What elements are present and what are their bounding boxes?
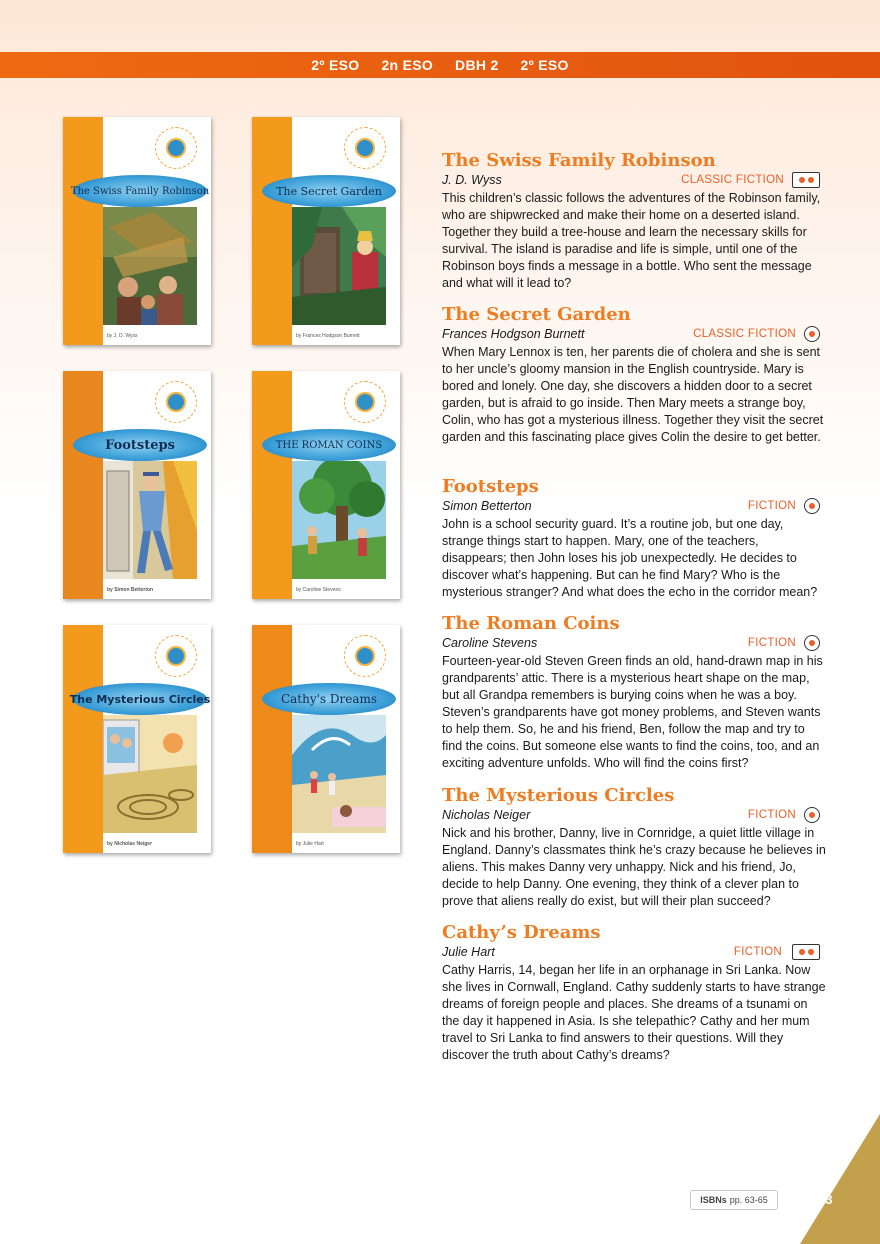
book-cover-footsteps [63, 371, 211, 599]
isbn-label: ISBNs [700, 1195, 727, 1205]
book-description: Cathy Harris, 14, began her life in an orphanage in Sri Lanka. Now she lives in Cornwall, England. Cathy suddenly starts to have strange dreams of foreign people and places. She dreams of a tsunami on the day it happened in Asia. Is she telepathic? Cathy and her mum travel to Sri Lanka to find answers to their questions. Will they discover the truth about Cathy’s dreams? [442, 963, 826, 1062]
cover-title: THE ROMAN COINS [262, 429, 396, 461]
book-entry [442, 922, 826, 1064]
book-author: J. D. Wyss [442, 173, 502, 187]
book-genre: CLASSIC FICTION [681, 174, 784, 186]
book-author: Simon Betterton [442, 499, 532, 513]
book-title: The Roman Coins [442, 613, 620, 634]
book-entry [442, 150, 826, 292]
cover-illustration [292, 207, 386, 325]
level-label: 2º ESO [520, 57, 569, 73]
series-badge-icon [344, 127, 386, 169]
book-genre: FICTION [747, 809, 796, 821]
book-cover-secret-garden [252, 117, 400, 345]
cover-illustration [103, 207, 197, 325]
book-author: Julie Hart [442, 945, 495, 959]
cover-author: by Nicholas Neiger [107, 841, 153, 847]
book-cover-swiss-family-robinson [63, 117, 211, 345]
book-description: Nick and his brother, Danny, live in Cornridge, a quiet little village in England. Danny’s classmates think he’s crazy because he believes in aliens. This makes Danny very unhappy. Nick and his friend, Jo, decide to help Danny. One evening, they think of a clever plan to prove that aliens really do exist, but will their plan succeed? [442, 826, 826, 908]
book-title: The Secret Garden [442, 304, 631, 325]
series-badge-icon [155, 127, 197, 169]
cover-title: Cathy's Dreams [262, 683, 396, 715]
book-entry [442, 785, 826, 910]
book-description: This children’s classic follows the adventures of the Robinson family, who are shipwrecked and make their home on a deserted island. Together they build a tree-house and learn the necessary skills for survival. The island is paradise and life is simple, until one of the Robinson boys finds a message in a bottle. Who sent the message and what will it lead to? [442, 191, 821, 290]
single-dot-icon [804, 807, 820, 823]
cover-illustration [292, 715, 386, 833]
cover-title: Footsteps [73, 429, 207, 461]
book-description: When Mary Lennox is ten, her parents die of cholera and she is sent to her uncle’s gloomy mansion in the English countryside. Mary is bored and lonely. One day, she discovers a hidden door to a secret garden, but is afraid to go inside. Then Mary meets a strange boy, Colin, who has got a mysterious illness. Together they visit the secret garden and this fascinating place gives Colin the desire to get better. [442, 345, 824, 444]
level-header-bar [0, 52, 880, 78]
double-dot-icon [792, 944, 820, 960]
page-number: 43 [818, 1192, 833, 1207]
cover-author: by Julie Hart [296, 841, 324, 847]
cover-title: The Secret Garden [262, 175, 396, 207]
level-label: DBH 2 [455, 57, 499, 73]
corner-decoration [800, 1114, 880, 1244]
book-genre: FICTION [747, 637, 796, 649]
book-entry [442, 476, 826, 601]
book-entry [442, 613, 826, 772]
cover-illustration [292, 461, 386, 579]
cover-illustration [103, 715, 197, 833]
book-title: Cathy’s Dreams [442, 922, 601, 943]
series-badge-icon [155, 635, 197, 677]
double-dot-icon [792, 172, 820, 188]
book-genre: FICTION [747, 500, 796, 512]
book-cover-cathys-dreams [252, 625, 400, 853]
series-badge-icon [344, 635, 386, 677]
book-cover-mysterious-circles [63, 625, 211, 853]
book-title: The Mysterious Circles [442, 785, 675, 806]
cover-title: The Mysterious Circles [73, 683, 207, 715]
single-dot-icon [804, 498, 820, 514]
level-label: 2n ESO [381, 57, 434, 73]
book-author: Caroline Stevens [442, 636, 538, 650]
book-author: Frances Hodgson Burnett [442, 327, 585, 341]
series-badge-icon [344, 381, 386, 423]
cover-illustration [103, 461, 197, 579]
single-dot-icon [804, 635, 820, 651]
cover-title: The Swiss Family Robinson [73, 175, 207, 207]
book-genre: CLASSIC FICTION [693, 328, 796, 340]
book-entry [442, 304, 826, 446]
isbn-reference [690, 1190, 778, 1210]
book-author: Nicholas Neiger [442, 808, 531, 822]
book-title: The Swiss Family Robinson [442, 150, 716, 171]
book-title: Footsteps [442, 476, 539, 497]
book-cover-roman-coins [252, 371, 400, 599]
cover-author: by J. D. Wyss [107, 333, 138, 339]
cover-author: by Caroline Stevens [296, 587, 341, 593]
cover-author: by Simon Betterton [107, 587, 154, 593]
series-badge-icon [155, 381, 197, 423]
cover-author: by Frances Hodgson Burnett [296, 333, 360, 339]
book-description: Fourteen-year-old Steven Green finds an old, hand-drawn map in his grandparents’ attic. There is a mysterious heart shape on the map, but all Grandpa remembers is burying coins when he was a boy. Steven’s grandparents have got money problems, and Steven wants to help them. So, he and his friend, Ben, follow the map and try to find the coins. But someone else wants to find the coins, too, and an exciting adventure unfolds. Who will find the coins first? [442, 654, 823, 770]
isbn-pages: pp. 63-65 [729, 1195, 768, 1205]
book-genre: FICTION [733, 946, 782, 958]
level-label: 2º ESO [311, 57, 360, 73]
single-dot-icon [804, 326, 820, 342]
book-description: John is a school security guard. It’s a routine job, but one day, strange things start to happen. Mary, one of the teachers, disappears; then John loses his job unexpectedly. He decides to discover what’s happening. But can he find Mary? Who is the mysterious stranger? And what does the echo in the corridor mean? [442, 517, 818, 599]
